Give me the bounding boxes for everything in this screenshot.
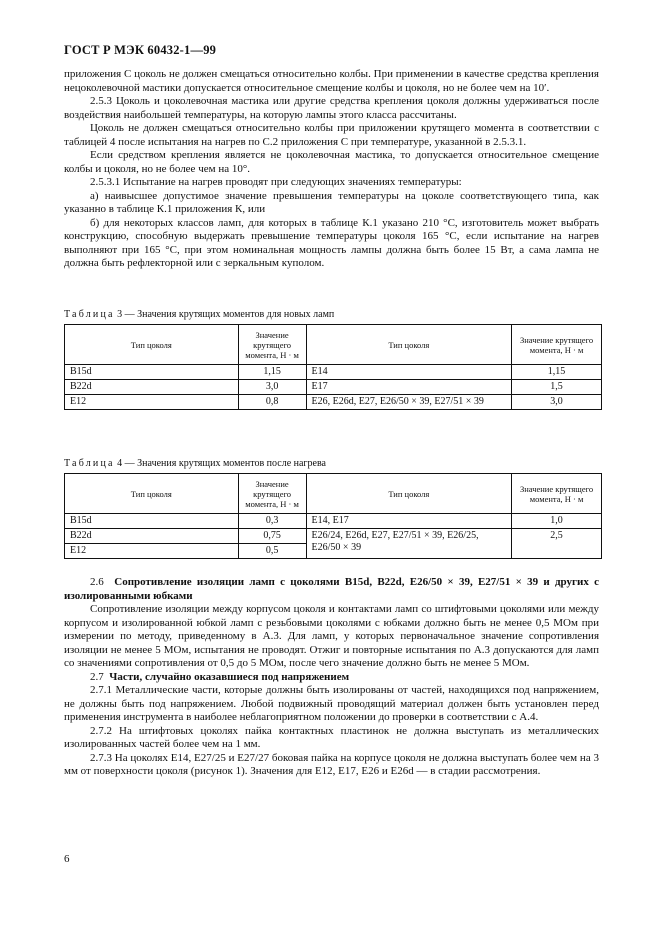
table-cell: E14 (306, 365, 512, 380)
table4-caption (64, 457, 326, 471)
table-cell: 1,15 (238, 365, 306, 380)
table3-caption-word: Таблица (64, 309, 115, 320)
section-title: Части, случайно оказавшиеся под напряжением (109, 670, 350, 683)
table3-header-cell: Тип цоколя (306, 325, 512, 365)
table3-caption-text: 3 — Значения крутящих моментов для новых ламп (114, 309, 335, 320)
table-cell: E26, E26d, E27, E26/50 × 39, E27/51 × 39 (306, 395, 512, 410)
section-number: 2.6 (90, 576, 104, 588)
paragraph: Цоколь не должен смещаться относительно колбы при приложении крутящего момента в соответствии с таблицей 4 после испытания на нагрев по С.2 приложения С при температуре, указанной в 2.5.3.1. (64, 122, 599, 148)
table-cell: 3,0 (238, 380, 306, 395)
table-row (65, 380, 602, 395)
document-header: ГОСТ Р МЭК 60432-1—99 (64, 43, 217, 57)
table-cell: B22d (65, 529, 239, 544)
table4-header-row (65, 474, 602, 514)
table3-header-cell: Значение крутящего момента, Н · м (238, 325, 306, 365)
paragraph: приложения С цоколь не должен смещаться относительно колбы. При применении в качестве средства крепления нецоколевочной мастики допускается относительное смещение колбы и цоколя, но не более чем на 10′. (64, 68, 599, 94)
paragraph: 2.5.3 Цоколь и цоколевочная мастика или другие средства крепления цоколя должны удерживаться после воздействия наибольшей температуры, на которую лампы этого класса рассчитаны. (64, 95, 599, 121)
table3-header-cell: Значение крутящего момента, Н · м (512, 325, 602, 365)
paragraph: 2.7.3 На цоколях E14, E27/25 и E27/27 боковая пайка на корпусе цоколя не должна выступать более чем на 3 мм от поверхности цоколя (рисунок 1). Значения для E12, E17, E26 и E26d — в стадии рассмотрения. (64, 751, 599, 777)
paragraph: б) для некоторых классов ламп, для которых в таблице К.1 указано 210 °С, изготовитель может выбрать конструкцию, способную выдержать превышение температуры цоколя 165 °С, если испытание на нагрев выполняют при 165 °С, при этом номинальная мощность лампы должна быть более 15 Вт, а сама лампа не должна быть рефлекторной или с зеркальным куполом. (64, 216, 599, 269)
paragraph: 2.7.1 Металлические части, которые должны быть изолированы от частей, находящихся под напряжением, не должны быть под напряжением. Любой подвижный проводящий материал должен быть установлен перед применения инструмента в наиболее неблагоприятном положении до проверки в соответствии с А.4. (64, 684, 599, 723)
table-cell: 3,0 (512, 395, 602, 410)
table3-header-cell: Тип цоколя (65, 325, 239, 365)
table-cell: 1,0 (512, 514, 602, 529)
table-cell: 0,5 (238, 544, 306, 559)
table4-header-cell: Тип цоколя (65, 474, 239, 514)
paragraph: а) наивысшее допустимое значение превышения температуры на цоколе соответствующего типа, как указанно в таблице К.1 приложения К, или (64, 189, 599, 215)
table4-header-cell: Тип цоколя (306, 474, 512, 514)
table-cell: B22d (65, 380, 239, 395)
section-heading-2-7 (64, 671, 599, 685)
table-cell: E12 (65, 544, 239, 559)
paragraph: 2.5.3.1 Испытание на нагрев проводят при следующих значениях температуры: (90, 176, 462, 188)
table3-header-row (65, 325, 602, 365)
table4-caption-word: Таблица (64, 458, 115, 469)
paragraph: Если средством крепления является не цоколевочная мастика, то допускается относительное смещение колбы и цоколя, но не более чем на 10°. (64, 149, 599, 175)
table4-header-cell: Значение крутящего момента, Н · м (512, 474, 602, 514)
section-number: 2.7 (90, 670, 104, 683)
table-row (65, 365, 602, 380)
body-text-bottom (64, 576, 599, 779)
paragraph: Сопротивление изоляции между корпусом цоколя и контактами ламп со штифтовыми цоколями или между корпусом и изолированной юбкой ламп с резьбовыми цоколями с юбками должно быть не менее 0,5 МОм при измерении по методу, приведенному в А.3. Для ламп, у которых первоначальное значение сопротивления изоляции не менее 5 МОм, испытания не проводят. Отжиг и повторные испытания по А.3 допускаются для ламп со значениями сопротивления от 0,5 до 5 МОм, после чего значение должно быть не менее 5 МОм. (64, 603, 599, 669)
table-row (65, 514, 602, 529)
table-cell: E17 (306, 380, 512, 395)
table-cell: E26/24, E26d, E27, E27/51 × 39, E26/25, E26/50 × 39 (306, 529, 512, 559)
section-title: Сопротивление изоляции ламп с цоколями B15d, B22d, E26/50 × 39, E27/51 × 39 и других с изолированными юбками (64, 576, 599, 602)
table-cell: 0,8 (238, 395, 306, 410)
table-cell: E14, E17 (306, 514, 512, 529)
table-row (65, 529, 602, 544)
table-cell: B15d (65, 514, 239, 529)
body-text-top (64, 68, 599, 271)
page-number: 6 (64, 853, 70, 865)
table-cell: 0,75 (238, 529, 306, 544)
paragraph: 2.7.2 На штифтовых цоколях пайка контактных пластинок не должна выступать из металлических изолированных частей более чем на 1 мм. (64, 724, 599, 750)
table3-caption (64, 308, 334, 322)
table4 (64, 473, 602, 559)
table-cell: 1,5 (512, 380, 602, 395)
table-row (65, 395, 602, 410)
table-cell: 0,3 (238, 514, 306, 529)
table-cell: B15d (65, 365, 239, 380)
table4-caption-text: 4 — Значения крутящих моментов после нагрева (114, 458, 326, 469)
table-cell: 1,15 (512, 365, 602, 380)
section-heading-2-6 (64, 576, 599, 603)
table-cell: E12 (65, 395, 239, 410)
table-cell: 2,5 (512, 529, 602, 559)
table4-header-cell: Значение крутящего момента, Н · м (238, 474, 306, 514)
table3 (64, 324, 602, 410)
